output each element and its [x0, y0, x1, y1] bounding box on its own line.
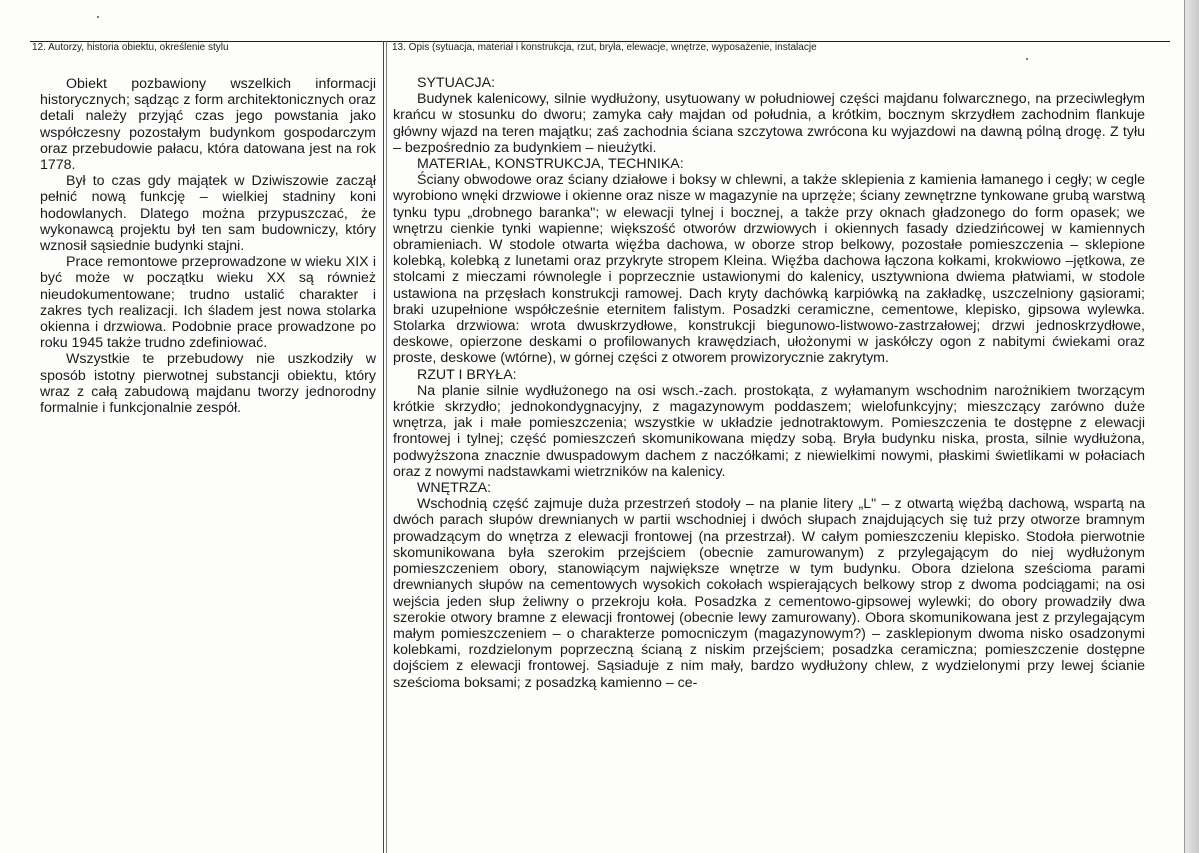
section-heading-interiors: WNĘTRZA:	[417, 480, 492, 497]
page-edge-line	[1184, 0, 1185, 853]
section-text-plan: Na planie silnie wydłużonego na osi wsch.-zach. prostokąta, z wyłamanym wschodnim narożnikiem tworzącym krótkie skrzydło; jednokondygnacyjny, z magazynowym poddaszem; wielofunkcyjny; mieszczący zarówno duże wnętrza, jak i małe pomieszczenia; wszystkie w układzie jednotraktowym. Pomieszczenia te dostępne z elewacji frontowej i tylnej; część pomieszczeń skomunikowana między sobą. Bryła budynku niska, prosta, silnie wydłużona, podwyższona znacznie dwuspadowym dachem z naczółkami; z niewielkimi nowymi, płaskimi świetlikami w połaciach oraz z nowymi nadstawkami wietrzników na kalenicy.	[393, 382, 1145, 480]
column-divider	[383, 41, 384, 853]
section-heading-material: MATERIAŁ, KONSTRUKCJA, TECHNIKA:	[417, 156, 684, 173]
history-column	[40, 76, 376, 416]
column-divider-inner	[386, 41, 387, 853]
history-paragraph: Prace remontowe przeprowadzone w wieku XIX i być może w początku wieku XX są również nieudokumentowane; trudno ustalić charakter i zakres tych realizacji. Ich śladem jest nowa stolarka okienna i drzwiowa. Podobnie prace prowadzone po roku 1945 także trudno zdefiniować.	[40, 254, 376, 352]
description-column	[393, 75, 1145, 691]
history-paragraph: Obiekt pozbawiony wszelkich informacji historycznych; sądząc z form architektonicznych oraz detali należy przyjąć czas jego powstania jako współczesny pozostałym budynkom gospodarczym oraz przebudowie pałacu, która datowana jest na rok 1778.	[40, 76, 376, 174]
history-paragraph: Wszystkie te przebudowy nie uszkodziły w sposób istotny pierwotnej substancji obiektu, który wraz z całą zabudową majdanu tworzy jednorodny formalnie i funkcjonalnie zespół.	[40, 351, 376, 417]
section-heading-plan: RZUT I BRYŁA:	[417, 366, 517, 383]
page-edge-shadow	[1184, 0, 1199, 853]
section-text-situation: Budynek kalenicowy, silnie wydłużony, usytuowany w południowej części majdanu folwarcznego, na przeciwległym krańcu w stosunku do dworu; zamyka cały majdan od południa, a krótkim, bocznym skrzydłem zachodnim flankuje główny wjazd na teren majątku; zaś zachodnia ściana szczytowa zwrócona ku wyjazdowi na dawną polną drogę. Z tyłu – bezpośrednio za budynkiem – nieużytki.	[393, 91, 1145, 156]
scan-speck	[1026, 58, 1028, 60]
section-heading-situation: SYTUACJA:	[417, 75, 496, 91]
history-paragraph: Był to czas gdy majątek w Dziwiszowie zaczął pełnić nową funkcję – wielkiej stadniny koni hodowlanych. Dlatego można przypuszczać, że wykonawcą projektu był ten sam budowniczy, który wznosił sąsiednie budynki stajni.	[40, 173, 376, 255]
section-header-description: 13. Opis (sytuacja, materiał i konstrukcja, rzut, bryła, elewacje, wnętrze, wyposażenie, instalacje	[392, 42, 817, 53]
scan-speck	[97, 16, 99, 18]
section-text-interiors: Wschodnią część zajmuje duża przestrzeń stodoły – na planie litery „L" – z otwartą więźbą dachową, wspartą na dwóch parach słupów drewnianych w partii wschodniej i dwóch słupach znajdujących się tuż przy otworze bramnym prowadzącym do wnętrza z elewacji frontowej (na przestrzał). W całym pomieszczeniu klepisko. Stodoła pierwotnie skomunikowana była szerokim przejściem (obecnie zamurowanym) z przylegającym do niej wydłużonym pomieszczeniem obory, stanowiącym największe wnętrze w tym budynku. Obora dzielona sześcioma parami drewnianych słupów na cementowych wysokich cokołach wspierających belkowy strop z dwoma podciągami; na osi wejścia jeden słup żeliwny o przekroju koła. Posadzka z cementowo-gipsowej wylewki; do obory prowadziły dwa szerokie otwory bramne z elewacji frontowej (obecnie lewy zamurowany). Obora skomunikowana jest z przylegającym małym pomieszczeniem – o charakterze pomocniczym (magazynowym?) – zasklepionym dwoma nisko osadzonymi kolebkami, rozdzielonym poprzeczną ścianą z niskim przejściem; posadzka ceramiczna; pomieszczenie dostępne dojściem z elewacji frontowej. Sąsiaduje z nim mały, bardzo wydłużony chlew, z wydzielonymi przy lewej ścianie sześcioma boksami; z posadzką kamienno – ce-	[393, 496, 1145, 691]
section-header-authors-history: 12. Autorzy, historia obiektu, określenie stylu	[32, 42, 229, 53]
section-text-material: Ściany obwodowe oraz ściany działowe i boksy w chlewni, a także sklepienia z kamienia łamanego i cegły; w cegle wyrobiono wnęki drzwiowe i okienne oraz nisze w magazynie na uprzęże; ściany zewnętrzne tynkowane grubą warstwą tynku typu „drobnego baranka"; w elewacji tylnej i bocznej, a także przy oknach gładzonego do form opasek; we wnętrzu cienkie tynki wapienne; większość otworów drzwiowych i okiennych fasady dziedzińcowej w kamiennych obramieniach. W stodole otwarta więźba dachowa, w oborze strop belkowy, pozostałe pomieszczenia – sklepione kolebką, kolebką z lunetami oraz przykryte stropem Kleina. Więźba dachowa łączona kołkami, krokwiowo –jętkowa, ze stolcami z mieczami równolegle i poprzecznie ustawionymi do kalenicy, usztywniona dwiema płatwiami, w stodole ustawiona na przęsłach konstrukcji ramowej. Dach kryty dachówką karpiówką na zakładkę, uszczelniony gąsiorami; braki uzupełnione współcześnie eternitem falistym. Posadzki ceramiczne, cementowe, klepisko, gipsowa wylewka. Stolarka drzwiowa: wrota dwuskrzydłowe, konstrukcji biegunowo-listwowo-zastrzałowej; drzwi jednoskrzydłowe, deskowe, opierzone deskami o profilowanych krawędziach, ułożonymi w jaskółczy ogon z nabitymi ćwiekami oraz proste, deskowe (wtórne), w górnej części z otworem prowizorycznie zakrytym.	[393, 172, 1145, 367]
